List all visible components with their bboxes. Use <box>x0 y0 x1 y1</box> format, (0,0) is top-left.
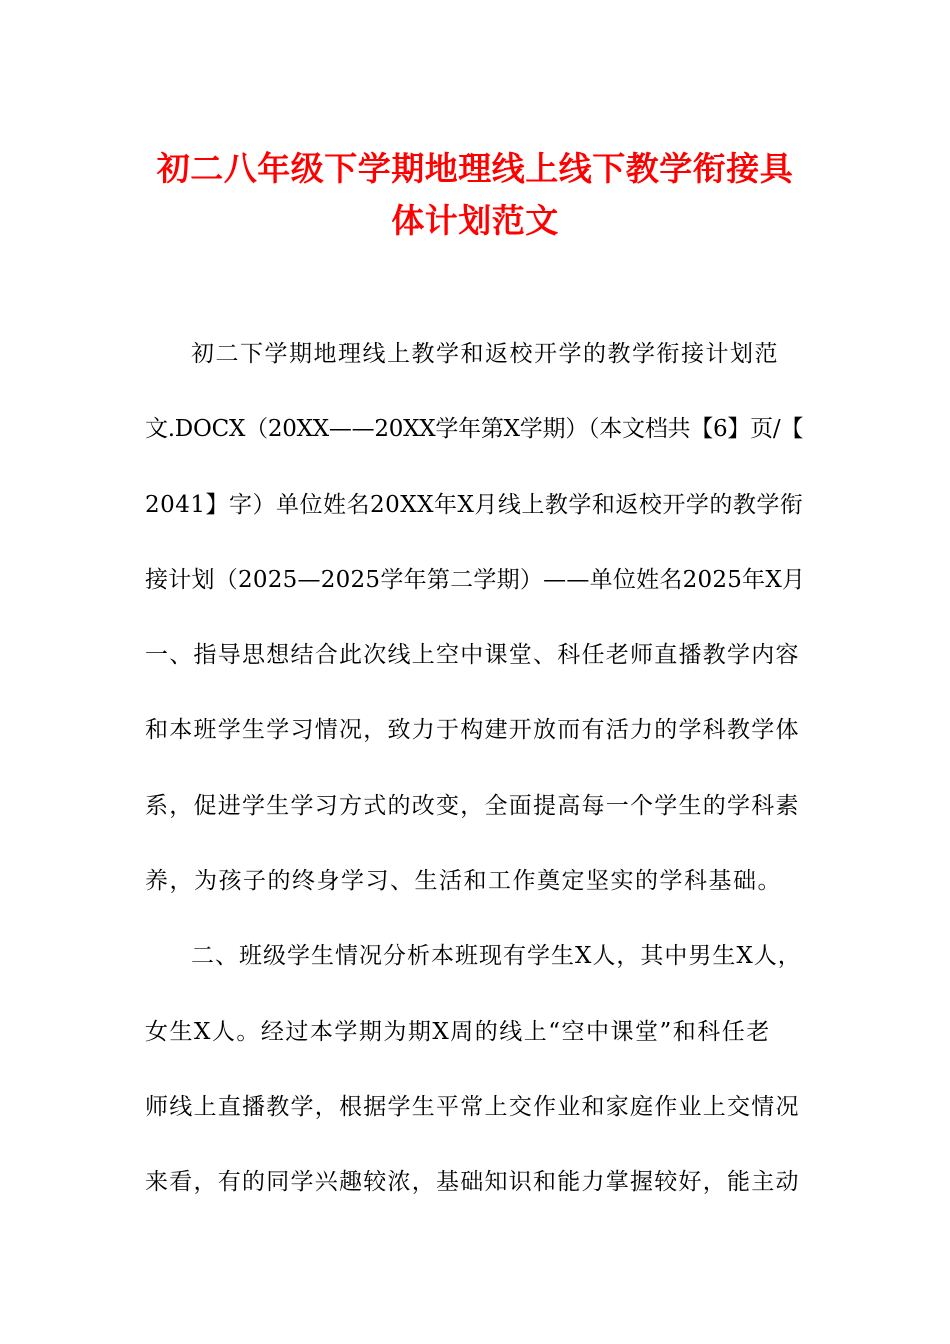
paragraph-1-line-7: 系，促进学生学习方式的改变，全面提高每一个学生的学科素 <box>145 792 800 819</box>
paragraph-1-line-5: 一、指导思想结合此次线上空中课堂、科任老师直播教学内容 <box>145 642 800 669</box>
paragraph-2-line-2: 女生X人。经过本学期为期X周的线上“空中课堂”和科任老 <box>145 1018 771 1045</box>
paragraph-2-line-1: 二、班级学生情况分析本班现有学生X人，其中男生X人， <box>191 943 802 970</box>
title-line-1: 初二八年级下学期地理线上线下教学衔接具 <box>156 149 794 188</box>
paragraph-2-line-4: 来看，有的同学兴趣较浓，基础知识和能力掌握较好，能主动 <box>145 1169 800 1196</box>
document-body <box>145 329 805 1233</box>
paragraph-1-line-6: 和本班学生学习情况，致力于构建开放而有活力的学科教学体 <box>145 717 800 744</box>
paragraph-1-line-3: 2041】字）单位姓名20XX年X月线上教学和返校开学的教学衔 <box>145 491 804 518</box>
paragraph-2-line-3: 师线上直播教学，根据学生平常上交作业和家庭作业上交情况 <box>145 1093 800 1120</box>
paragraph-1-line-2: 文.DOCX（20XX——20XX学年第X学期）（本文档共【6】页/【 <box>145 416 804 443</box>
paragraph-1-line-4: 接计划（2025—2025学年第二学期）——单位姓名2025年X月 <box>145 566 806 593</box>
paragraph-1-line-1: 初二下学期地理线上教学和返校开学的教学衔接计划范 <box>191 341 779 367</box>
paragraph-1-line-8: 养，为孩子的终身学习、生活和工作奠定坚实的学科基础。 <box>145 868 782 895</box>
title-line-2: 体计划范文 <box>391 201 559 240</box>
document-title <box>120 143 830 247</box>
